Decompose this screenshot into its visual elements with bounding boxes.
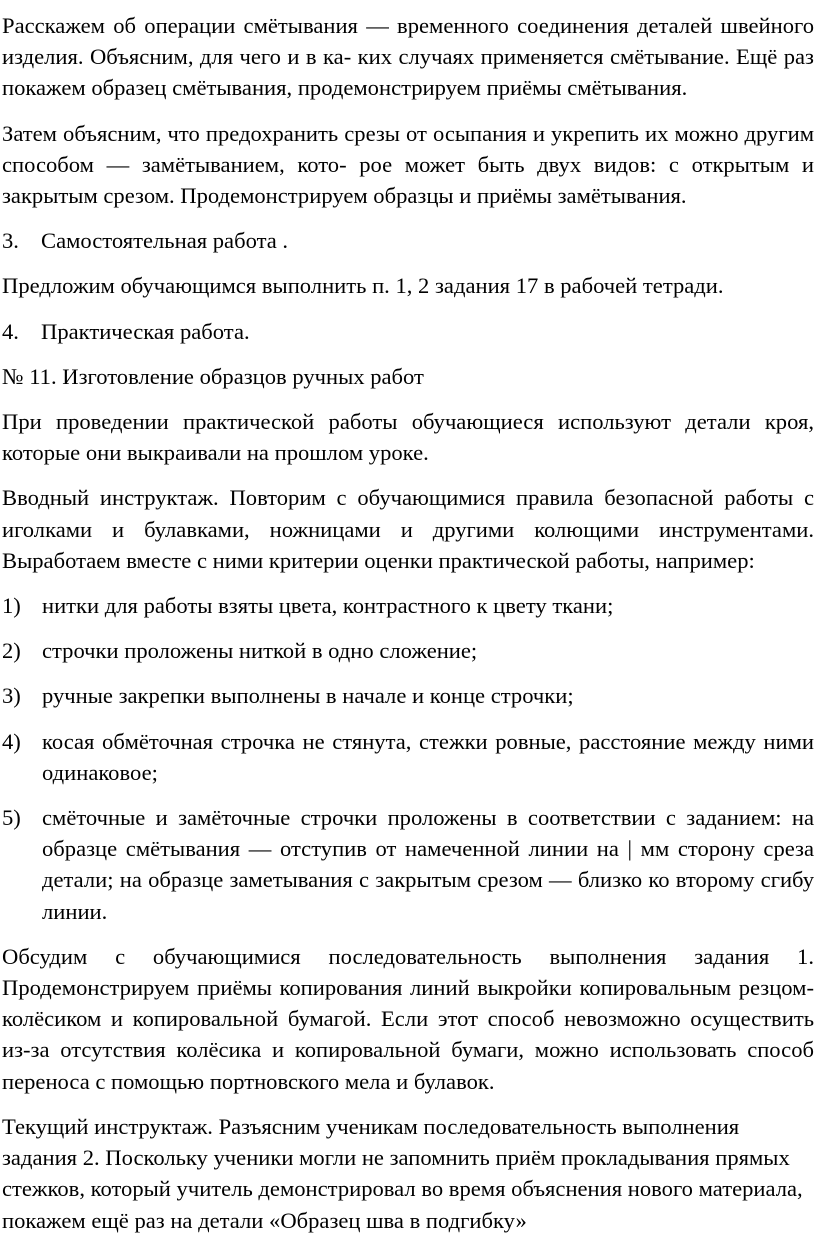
section-title: Самостоятельная работа .: [41, 228, 289, 254]
list-item: [2, 590, 814, 621]
section-independent-work: [2, 225, 814, 256]
criteria-list: [2, 590, 814, 927]
paragraph-current-briefing: Текущий инструктаж. Разъясним ученикам последовательность выполнения задания 2. Поскольку ученики могли не запомнить приём прокладывания прямых стежков, который учитель демонстрировал во время объяснения нового материала, покажем ещё раз на детали «Образец шва в подгибку»: [2, 1113, 803, 1233]
paragraph-hemming-intro: Затем объясним, что предохранить срезы от осыпания и укрепить их можно другим способом — замётыванием, кото- рое может быть двух видов: с открытым и закрытым срезом. Продемонстрируем образцы и приёмы замётывания.: [2, 120, 814, 209]
paragraph-introductory-briefing: Вводный инструктаж. Повторим с обучающимися правила безопасной работы с иголками и булавками, ножницами и другими колющими инструментами. Выработаем вместе с ними критерии оценки практической работы, например:: [2, 485, 814, 573]
section-number: 4.: [2, 318, 19, 344]
list-item-text: косая обмёточная строчка не стянута, стежки ровные, расстояние между ними одинаковое;: [42, 728, 814, 785]
section-title: Практическая работа.: [41, 318, 250, 344]
list-item: [2, 680, 814, 711]
list-item-text: строчки проложены ниткой в одно сложение;: [42, 638, 478, 664]
paragraph-basting-intro: Расскажем об операции смётывания — временного соединения деталей швейного изделия. Объясним, для чего и в ка- ких случаях применяется смётывание. Ещё раз покажем образец смётывания, продемонстрируем приёмы смётывания.: [2, 13, 814, 101]
paragraph-workbook-task: Предложим обучающимся выполнить п. 1, 2 задания 17 в рабочей тетради.: [2, 273, 724, 299]
list-item-text: ручные закрепки выполнены в начале и конце строчки;: [42, 683, 574, 709]
section-practical-work: [2, 316, 814, 347]
list-item: [2, 802, 814, 927]
list-item-text: смёточные и замёточные строчки проложены в соответствии с заданием: на образце смётывания — отступив от намеченной линии на | мм сторону среза детали; на образце заметывания с закрытым срезом — близко ко второму сгибу линии.: [42, 805, 814, 924]
list-marker: 5): [2, 805, 21, 831]
list-marker: 2): [2, 638, 21, 664]
paragraph-task-one-discussion: Обсудим с обучающимися последовательность выполнения задания 1. Продемонстрируем приёмы копирования линий выкройки копировальным резцом-колёсиком и копировальной бумагой. Если этот способ невозможно осуществить из-за отсутствия колёсика и копировальной бумаги, можно использовать способ переноса с помощью портновского мела и булавок.: [2, 943, 814, 1094]
list-item: [2, 635, 814, 666]
list-marker: 1): [2, 593, 21, 619]
list-marker: 3): [2, 683, 21, 709]
paragraph-materials: При проведении практической работы обучающиеся используют детали кроя, которые они выкраивали на прошлом уроке.: [2, 409, 814, 466]
practical-work-title: № 11. Изготовление образцов ручных работ: [2, 363, 424, 389]
list-marker: 4): [2, 728, 21, 754]
list-item-text: нитки для работы взяты цвета, контрастного к цвету ткани;: [42, 593, 614, 619]
section-number: 3.: [2, 228, 19, 254]
list-item: [2, 726, 814, 788]
